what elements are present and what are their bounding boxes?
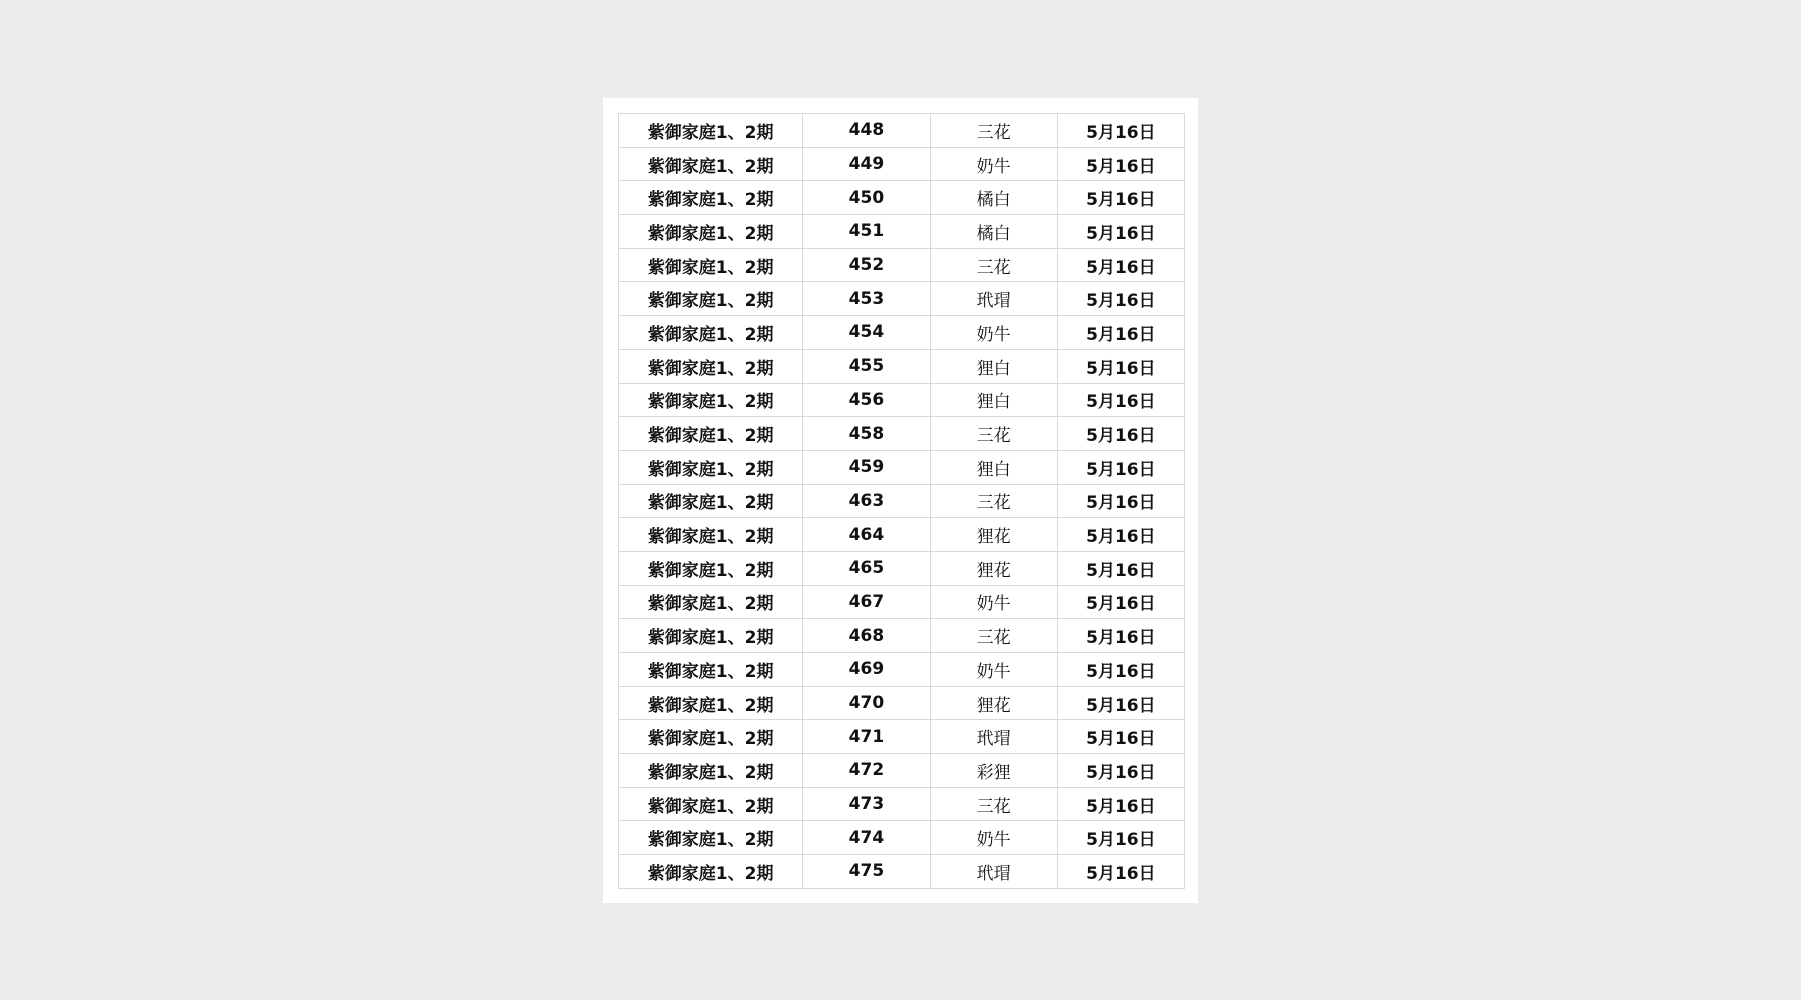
cat-id-cell: 471 [803,720,930,754]
table-row [619,282,1185,316]
cat-breed-cell: 三花 [930,619,1057,653]
table-row [619,215,1185,249]
date-cell: 5月16日 [1057,686,1184,720]
cat-id-cell: 467 [803,585,930,619]
community-cell: 紫御家庭1、2期 [619,585,803,619]
cat-breed-cell: 三花 [930,787,1057,821]
cat-id-cell: 465 [803,551,930,585]
cat-breed-cell: 狸白 [930,349,1057,383]
table-row [619,248,1185,282]
date-cell: 5月16日 [1057,383,1184,417]
community-cell: 紫御家庭1、2期 [619,855,803,889]
cat-id-cell: 463 [803,484,930,518]
cat-id-cell: 458 [803,417,930,451]
table-row [619,316,1185,350]
community-cell: 紫御家庭1、2期 [619,754,803,788]
community-cell: 紫御家庭1、2期 [619,484,803,518]
table-row [619,619,1185,653]
table-row [619,450,1185,484]
cat-breed-cell: 玳瑁 [930,855,1057,889]
table-row [619,349,1185,383]
cat-id-cell: 464 [803,518,930,552]
community-cell: 紫御家庭1、2期 [619,181,803,215]
date-cell: 5月16日 [1057,585,1184,619]
cat-id-cell: 470 [803,686,930,720]
cat-breed-cell: 狸白 [930,383,1057,417]
cat-breed-cell: 奶牛 [930,585,1057,619]
date-cell: 5月16日 [1057,787,1184,821]
document-page [603,98,1198,903]
community-cell: 紫御家庭1、2期 [619,215,803,249]
community-cell: 紫御家庭1、2期 [619,383,803,417]
cat-breed-cell: 狸花 [930,518,1057,552]
cat-breed-cell: 三花 [930,248,1057,282]
community-cell: 紫御家庭1、2期 [619,282,803,316]
table-row [619,518,1185,552]
table-row [619,855,1185,889]
date-cell: 5月16日 [1057,821,1184,855]
date-cell: 5月16日 [1057,619,1184,653]
table-row [619,686,1185,720]
date-cell: 5月16日 [1057,551,1184,585]
community-cell: 紫御家庭1、2期 [619,450,803,484]
community-cell: 紫御家庭1、2期 [619,316,803,350]
cat-id-cell: 472 [803,754,930,788]
date-cell: 5月16日 [1057,754,1184,788]
community-cell: 紫御家庭1、2期 [619,821,803,855]
date-cell: 5月16日 [1057,720,1184,754]
cat-breed-cell: 奶牛 [930,821,1057,855]
date-cell: 5月16日 [1057,349,1184,383]
community-cell: 紫御家庭1、2期 [619,686,803,720]
table-row [619,551,1185,585]
cat-id-cell: 451 [803,215,930,249]
community-cell: 紫御家庭1、2期 [619,619,803,653]
date-cell: 5月16日 [1057,450,1184,484]
records-table [618,113,1185,889]
date-cell: 5月16日 [1057,518,1184,552]
table-row [619,147,1185,181]
table-row [619,720,1185,754]
table-row [619,181,1185,215]
date-cell: 5月16日 [1057,417,1184,451]
date-cell: 5月16日 [1057,147,1184,181]
table-row [619,417,1185,451]
cat-breed-cell: 橘白 [930,215,1057,249]
date-cell: 5月16日 [1057,215,1184,249]
cat-id-cell: 454 [803,316,930,350]
table-row [619,787,1185,821]
date-cell: 5月16日 [1057,653,1184,687]
table-row [619,585,1185,619]
cat-breed-cell: 三花 [930,114,1057,148]
community-cell: 紫御家庭1、2期 [619,653,803,687]
cat-id-cell: 459 [803,450,930,484]
table-row [619,383,1185,417]
community-cell: 紫御家庭1、2期 [619,417,803,451]
table-body [619,114,1185,889]
cat-id-cell: 473 [803,787,930,821]
community-cell: 紫御家庭1、2期 [619,147,803,181]
date-cell: 5月16日 [1057,114,1184,148]
cat-breed-cell: 狸白 [930,450,1057,484]
community-cell: 紫御家庭1、2期 [619,720,803,754]
cat-breed-cell: 三花 [930,484,1057,518]
cat-breed-cell: 狸花 [930,686,1057,720]
cat-id-cell: 468 [803,619,930,653]
table-row [619,821,1185,855]
community-cell: 紫御家庭1、2期 [619,114,803,148]
cat-id-cell: 455 [803,349,930,383]
community-cell: 紫御家庭1、2期 [619,248,803,282]
community-cell: 紫御家庭1、2期 [619,518,803,552]
date-cell: 5月16日 [1057,484,1184,518]
cat-breed-cell: 玳瑁 [930,282,1057,316]
date-cell: 5月16日 [1057,316,1184,350]
community-cell: 紫御家庭1、2期 [619,551,803,585]
date-cell: 5月16日 [1057,282,1184,316]
cat-breed-cell: 狸花 [930,551,1057,585]
cat-breed-cell: 橘白 [930,181,1057,215]
cat-id-cell: 448 [803,114,930,148]
table-row [619,653,1185,687]
cat-id-cell: 456 [803,383,930,417]
cat-id-cell: 449 [803,147,930,181]
cat-id-cell: 450 [803,181,930,215]
cat-id-cell: 452 [803,248,930,282]
table-row [619,754,1185,788]
date-cell: 5月16日 [1057,248,1184,282]
community-cell: 紫御家庭1、2期 [619,787,803,821]
community-cell: 紫御家庭1、2期 [619,349,803,383]
cat-id-cell: 469 [803,653,930,687]
cat-breed-cell: 奶牛 [930,147,1057,181]
cat-id-cell: 475 [803,855,930,889]
date-cell: 5月16日 [1057,181,1184,215]
cat-breed-cell: 玳瑁 [930,720,1057,754]
date-cell: 5月16日 [1057,855,1184,889]
cat-breed-cell: 奶牛 [930,316,1057,350]
cat-id-cell: 453 [803,282,930,316]
table-row [619,114,1185,148]
cat-breed-cell: 三花 [930,417,1057,451]
cat-id-cell: 474 [803,821,930,855]
cat-breed-cell: 彩狸 [930,754,1057,788]
cat-breed-cell: 奶牛 [930,653,1057,687]
table-row [619,484,1185,518]
